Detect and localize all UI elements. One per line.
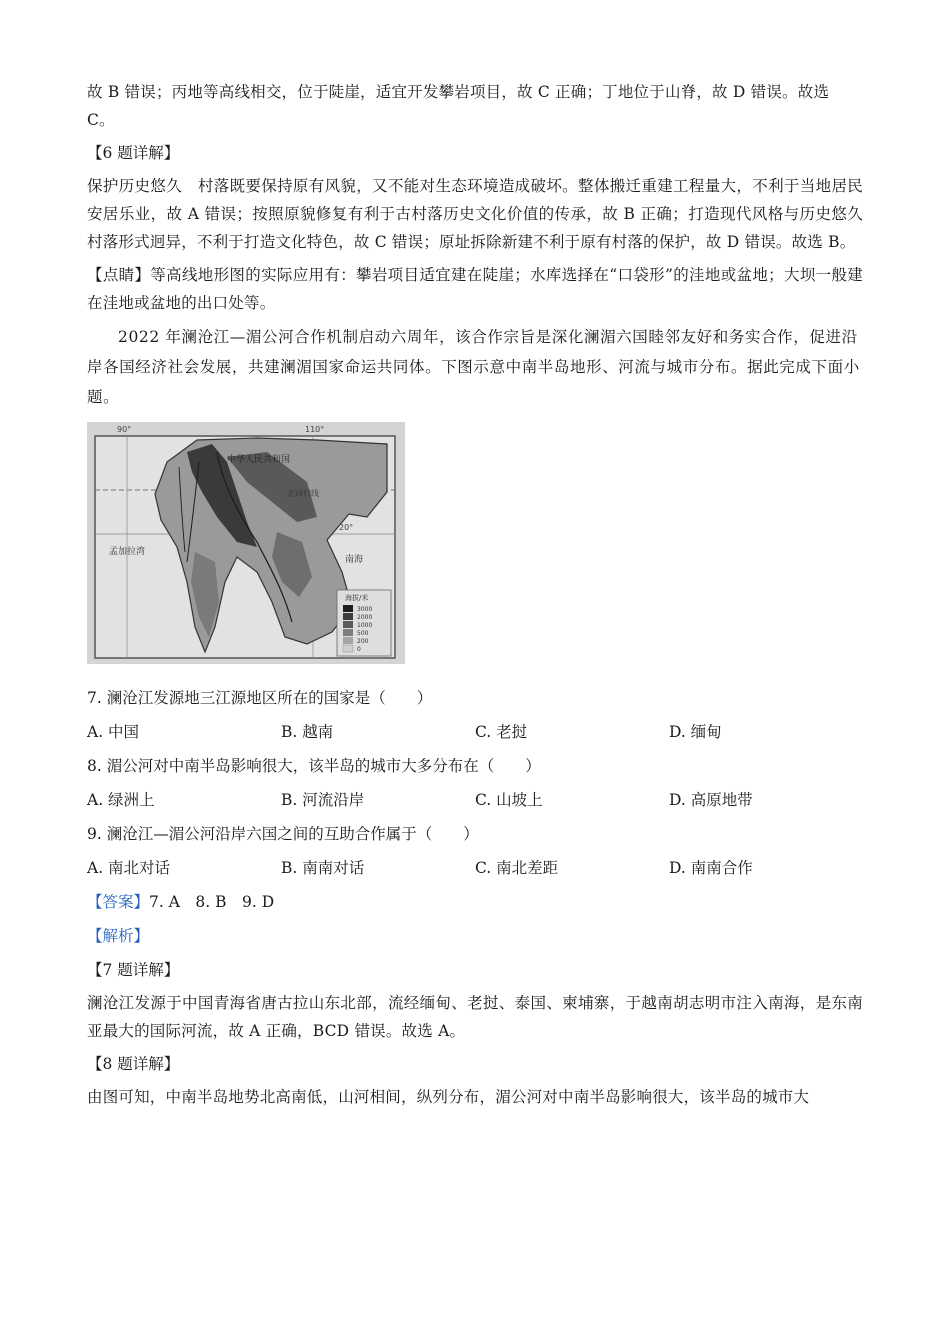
analysis-label: 【解析】 (87, 927, 150, 945)
option-b: B. 越南 (281, 723, 334, 741)
legend-swatch (343, 613, 353, 620)
map-legend (337, 590, 391, 656)
q7-detail-heading: 【7 题详解】 (87, 961, 180, 979)
option-d: D. 缅甸 (669, 723, 722, 741)
answer-line (87, 888, 863, 916)
question-9-options (87, 854, 863, 882)
question-9-stem: 9. 澜沧江—湄公河沿岸六国之间的互助合作属于（ ） (87, 825, 479, 843)
legend-value: 3000 (357, 606, 373, 613)
legend-swatch (343, 621, 353, 628)
map-figure (87, 422, 405, 664)
answer-text: 7. A 8. B 9. D (149, 893, 275, 911)
q6-detail-heading: 【6 题详解】 (87, 144, 180, 162)
legend-swatch (343, 637, 353, 644)
legend-value: 0 (357, 646, 361, 653)
label-tropic: 北回归线 (287, 489, 319, 498)
dianjing-note: 【点睛】等高线地形图的实际应用有：攀岩项目适宜建在陡崖；水库选择在“口袋形”的洼地或盆地；大坝一般建在洼地或盆地的出口处等。 (87, 266, 863, 312)
legend-value: 2000 (357, 614, 373, 621)
lon-label-110: 110° (305, 425, 325, 434)
lon-label-90: 90° (117, 425, 132, 434)
legend-value: 200 (357, 638, 369, 645)
label-china: 中华人民共和国 (227, 455, 291, 465)
line-5-choice: C。 (87, 111, 115, 129)
label-bay-of-bengal: 孟加拉湾 (109, 547, 146, 557)
line-5-end: 故 B 错误；丙地等高线相交，位于陡崖，适宜开发攀岩项目，故 C 正确；丁地位于山脊，故 D 错误。故选 (87, 83, 830, 101)
option-d: D. 高原地带 (669, 791, 753, 809)
question-8-options (87, 786, 863, 814)
q7-detail-text: 澜沧江发源于中国青海省唐古拉山东北部，流经缅甸、老挝、泰国、柬埔寨，于越南胡志明市注入南海，是东南亚最大的国际河流，故 A 正确，BCD 错误。故选 A。 (87, 994, 863, 1040)
document-page (87, 78, 863, 1116)
option-d: D. 南南合作 (669, 859, 753, 877)
question-7-stem: 7. 澜沧江发源地三江源地区所在的国家是（ ） (87, 689, 433, 707)
option-c: C. 老挝 (475, 723, 528, 741)
option-a: A. 绿洲上 (87, 791, 155, 809)
option-b: B. 河流沿岸 (281, 791, 365, 809)
material-intro: 2022 年澜沧江—湄公河合作机制启动六周年，该合作宗旨是深化澜湄六国睦邻友好和务实合作，促进沿岸各国经济社会发展，共建澜湄国家命运共同体。下图示意中南半岛地形、河流与城市分布。据此完成下面小题。 (87, 328, 860, 406)
option-b: B. 南南对话 (281, 859, 365, 877)
legend-swatch (343, 629, 353, 636)
option-c: C. 南北差距 (475, 859, 559, 877)
q8-detail-heading: 【8 题详解】 (87, 1055, 180, 1073)
indochina-terrain-map (87, 422, 405, 664)
legend-swatch (343, 605, 353, 612)
legend-title: 海拔/米 (345, 594, 369, 602)
label-south-china-sea: 南海 (345, 555, 364, 565)
legend-swatch (343, 645, 353, 652)
question-8-stem: 8. 湄公河对中南半岛影响很大，该半岛的城市大多分布在（ ） (87, 757, 541, 775)
question-7-options (87, 718, 863, 746)
legend-value: 500 (357, 630, 369, 637)
q6-detail-text: 保护历史悠久 村落既要保持原有风貌，又不能对生态环境造成破坏。整体搬迁重建工程量大，不利于当地居民安居乐业，故 A 错误；按照原貌修复有利于古村落历史文化价值的传承，故 B 正确；打造现代风格与历史悠久村落形式迥异，不利于打造文化特色，故 C 错误；原址拆除新建不利于原有村落的保护，故 D 错误。故选 B。 (87, 177, 863, 251)
option-c: C. 山坡上 (475, 791, 543, 809)
option-a: A. 南北对话 (87, 859, 171, 877)
paragraph-5-end (87, 78, 863, 134)
lat-label-20: 20° (339, 523, 354, 532)
legend-value: 1000 (357, 622, 373, 629)
q8-detail-text: 由图可知，中南半岛地势北高南低，山河相间，纵列分布，湄公河对中南半岛影响很大，该半岛的城市大 (87, 1088, 810, 1106)
option-a: A. 中国 (87, 723, 140, 741)
answer-label: 【答案】 (87, 893, 150, 911)
